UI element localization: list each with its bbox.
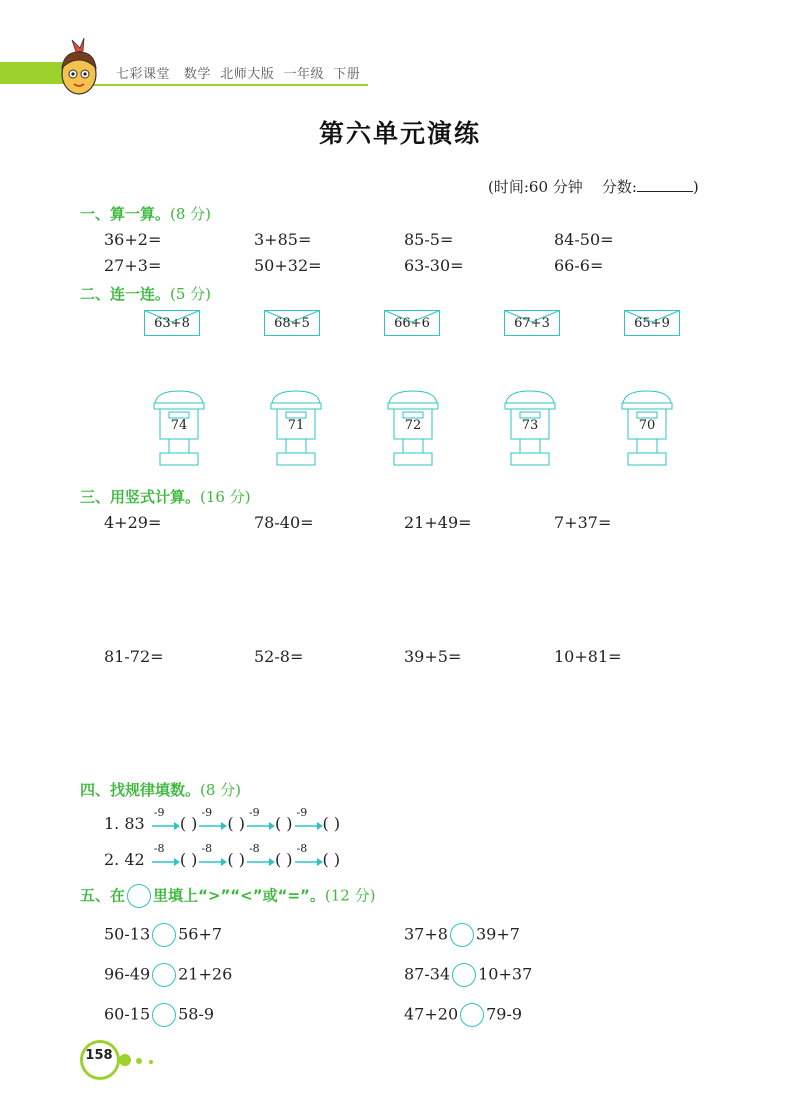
- vertical-calc-item: 21+49=: [404, 513, 472, 532]
- section-3-points: (16 分): [200, 488, 251, 506]
- calc-item: 50+32=: [254, 256, 322, 275]
- arrow-op: -9: [153, 805, 165, 819]
- compare-left: 87-34: [404, 964, 451, 984]
- compare-right: 39+7: [475, 924, 520, 944]
- arrow-op: -9: [296, 805, 308, 819]
- compare-right: 58-9: [178, 1004, 215, 1024]
- vertical-calc-item: 7+37=: [554, 513, 612, 532]
- score-blank[interactable]: [637, 177, 693, 192]
- answer-blank[interactable]: ( ): [322, 850, 341, 869]
- envelope-card[interactable]: [264, 310, 320, 336]
- section-5-heading-a: 五、在: [80, 886, 126, 905]
- time-close: ): [692, 178, 699, 196]
- header-text: [116, 63, 360, 82]
- answer-blank[interactable]: ( ): [322, 814, 341, 833]
- decor-dot: [149, 1060, 153, 1064]
- calc-item: 84-50=: [554, 230, 614, 249]
- arrow-icon: [150, 805, 180, 834]
- mailbox-number: 73: [521, 418, 539, 433]
- mailbox[interactable]: [268, 389, 324, 467]
- answer-blank[interactable]: ( ): [274, 850, 293, 869]
- header-subject: 数学: [183, 67, 211, 82]
- section-1-points: (8 分): [170, 205, 212, 223]
- compare-circle[interactable]: [152, 1003, 176, 1027]
- calc-item: 63-30=: [404, 256, 464, 275]
- header-series: 七彩课堂: [116, 67, 171, 82]
- score-label: 分数:: [601, 178, 637, 196]
- arrow-icon: [293, 841, 323, 870]
- compare-left: 96-49: [104, 964, 151, 984]
- page-title: 第六单元演练: [318, 119, 481, 148]
- vertical-calc-item: 78-40=: [254, 513, 314, 532]
- section-2-heading: 二、连一连。: [80, 285, 171, 303]
- section-4-points: (8 分): [200, 781, 242, 799]
- compare-item: [104, 963, 232, 987]
- header-rule: [86, 84, 368, 86]
- compare-right: 21+26: [178, 964, 233, 984]
- arrow-op: -8: [296, 841, 308, 855]
- header-grade: 一年级: [283, 67, 324, 82]
- section-5-points: (12 分): [324, 886, 376, 905]
- compare-left: 47+20: [404, 1004, 459, 1024]
- pattern-row-1: [104, 805, 341, 834]
- page-number: 158: [85, 1048, 113, 1063]
- section-2-title: [80, 283, 211, 304]
- vertical-calc-item: 52-8=: [254, 647, 304, 666]
- envelope-card[interactable]: [624, 310, 680, 336]
- time-label: (时间:60 分钟: [488, 178, 583, 196]
- pattern-start: 1. 83: [104, 814, 145, 833]
- arrow-op: -9: [248, 805, 260, 819]
- compare-left: 37+8: [404, 924, 448, 944]
- answer-blank[interactable]: ( ): [227, 814, 245, 833]
- decor-dot: [119, 1054, 131, 1066]
- section-4-heading: 四、找规律填数。: [80, 781, 201, 799]
- compare-right: 56+7: [178, 924, 223, 944]
- compare-circle[interactable]: [460, 1003, 484, 1027]
- calc-item: 66-6=: [554, 256, 604, 275]
- mailbox[interactable]: [502, 389, 558, 467]
- section-4-title: [80, 779, 241, 800]
- section-5-title: [80, 884, 375, 908]
- envelope-card[interactable]: [384, 310, 440, 336]
- compare-left: 60-15: [104, 1004, 151, 1024]
- pattern-row-2: [104, 841, 341, 870]
- answer-blank[interactable]: ( ): [179, 850, 198, 869]
- arrow-icon: [245, 805, 275, 834]
- envelope-label: 67+3: [514, 316, 550, 331]
- arrow-op: -9: [201, 805, 213, 819]
- mailbox-number: 74: [170, 418, 188, 433]
- compare-circle[interactable]: [452, 963, 476, 987]
- envelope-label: 65+9: [634, 316, 670, 331]
- compare-item: [404, 923, 520, 947]
- section-2-points: (5 分): [170, 285, 212, 303]
- arrow-op: -8: [248, 841, 260, 855]
- arrow-icon: [197, 841, 227, 870]
- mailbox[interactable]: [385, 389, 441, 467]
- answer-blank[interactable]: ( ): [179, 814, 198, 833]
- mascot-icon: [50, 38, 108, 100]
- mailbox-number: 70: [638, 418, 656, 433]
- arrow-op: -8: [201, 841, 213, 855]
- compare-left: 50-13: [104, 924, 151, 944]
- envelope-label: 66+6: [394, 316, 430, 331]
- calc-item: 85-5=: [404, 230, 454, 249]
- arrow-icon: [245, 841, 275, 870]
- answer-blank[interactable]: ( ): [227, 850, 245, 869]
- compare-item: [404, 963, 532, 987]
- compare-right: 79-9: [486, 1004, 523, 1024]
- vertical-calc-item: 4+29=: [104, 513, 162, 532]
- time-score-line: [488, 176, 699, 197]
- section-3-title: [80, 486, 251, 507]
- arrow-icon: [293, 805, 323, 834]
- mailbox-number: 72: [404, 418, 422, 433]
- calc-item: 3+85=: [254, 230, 312, 249]
- pattern-start: 2. 42: [104, 850, 145, 869]
- envelope-label: 63+8: [154, 316, 190, 331]
- compare-item: [104, 923, 222, 947]
- calc-item: 36+2=: [104, 230, 162, 249]
- mailbox[interactable]: [151, 389, 207, 467]
- arrow-icon: [197, 805, 227, 834]
- section-5-heading-b: 里填上“>”“<”或“=”。: [153, 886, 325, 905]
- arrow-icon: [150, 841, 180, 870]
- vertical-calc-item: 10+81=: [554, 647, 622, 666]
- section-3-heading: 三、用竖式计算。: [80, 488, 201, 506]
- calc-item: 27+3=: [104, 256, 162, 275]
- compare-item: [104, 1003, 214, 1027]
- compare-circle[interactable]: [152, 963, 176, 987]
- arrow-op: -8: [153, 841, 165, 855]
- mailbox-number: 71: [287, 418, 305, 433]
- header-edition: 北师大版: [220, 67, 275, 82]
- compare-circle[interactable]: [450, 923, 474, 947]
- envelope-card[interactable]: [504, 310, 560, 336]
- compare-circle-icon: [127, 884, 151, 908]
- section-1-title: [80, 203, 211, 224]
- envelope-card[interactable]: [144, 310, 200, 336]
- vertical-calc-item: 81-72=: [104, 647, 164, 666]
- mailbox[interactable]: [619, 389, 675, 467]
- answer-blank[interactable]: ( ): [274, 814, 293, 833]
- compare-item: [404, 1003, 522, 1027]
- section-1-heading: 一、算一算。: [80, 205, 171, 223]
- vertical-calc-item: 39+5=: [404, 647, 462, 666]
- compare-right: 10+37: [478, 964, 533, 984]
- decor-dot: [136, 1058, 142, 1064]
- header-volume: 下册: [333, 67, 361, 82]
- compare-circle[interactable]: [152, 923, 176, 947]
- envelope-label: 68+5: [274, 316, 310, 331]
